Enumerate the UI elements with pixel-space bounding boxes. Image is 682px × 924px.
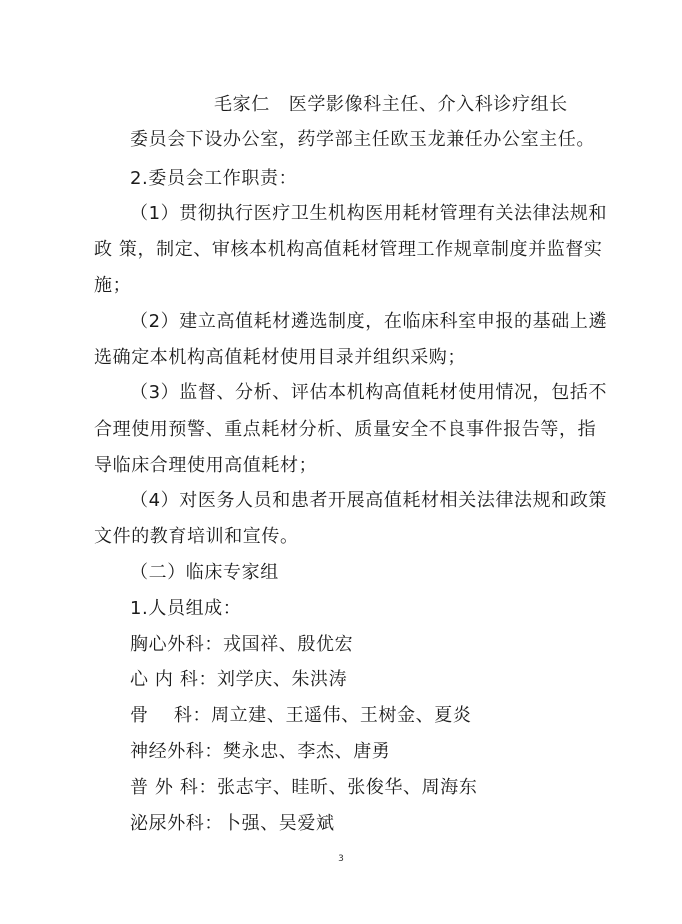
duty-2-line-1: （2）建立高值耗材遴选制度，在临床科室申报的基础上遴 xyxy=(130,311,608,332)
expert-line: 普 外 科：张志宇、眭昕、张俊华、周海东 xyxy=(130,777,478,798)
duty-1-line-2: 政 策，制定、审核本机构高值耗材管理工作规章制度并监督实 xyxy=(94,239,603,260)
duty-1-line-3: 施； xyxy=(94,275,132,296)
expert-line: 心 内 科：刘学庆、朱洪涛 xyxy=(130,669,348,690)
expert-line: 泌尿外科：卜强、吴爱斌 xyxy=(130,813,335,834)
duties-heading: 2.委员会工作职责： xyxy=(130,168,298,189)
office-paragraph: 委员会下设办公室，药学部主任欧玉龙兼任办公室主任。 xyxy=(130,129,595,150)
expert-line: 骨 科：周立建、王遥伟、王树金、夏炎 xyxy=(130,705,472,726)
expert-line: 神经外科：樊永忠、李杰、唐勇 xyxy=(130,741,391,762)
duty-3-line-3: 导临床合理使用高值耗材； xyxy=(94,455,318,476)
duty-4-line-2: 文件的教育培训和宣传。 xyxy=(94,526,299,547)
duty-3-line-1: （3）监督、分析、评估本机构高值耗材使用情况，包括不 xyxy=(130,382,608,403)
duty-3-line-2: 合理使用预警、重点耗材分析、质量安全不良事件报告等，指 xyxy=(94,419,597,440)
duty-1-line-1: （1）贯彻执行医疗卫生机构医用耗材管理有关法律法规和 xyxy=(130,203,608,224)
duty-2-line-2: 选确定本机构高值耗材使用目录并组织采购； xyxy=(94,347,466,368)
page-number: 3 xyxy=(338,854,344,864)
section-heading: （二）临床专家组 xyxy=(130,562,279,583)
duty-4-line-1: （4）对医务人员和患者开展高值耗材相关法律法规和政策 xyxy=(130,490,608,511)
committee-member-line: 毛家仁 医学影像科主任、介入科诊疗组长 xyxy=(214,94,568,115)
expert-line: 胸心外科：戎国祥、殷优宏 xyxy=(130,634,354,655)
composition-heading: 1.人员组成： xyxy=(130,598,242,619)
